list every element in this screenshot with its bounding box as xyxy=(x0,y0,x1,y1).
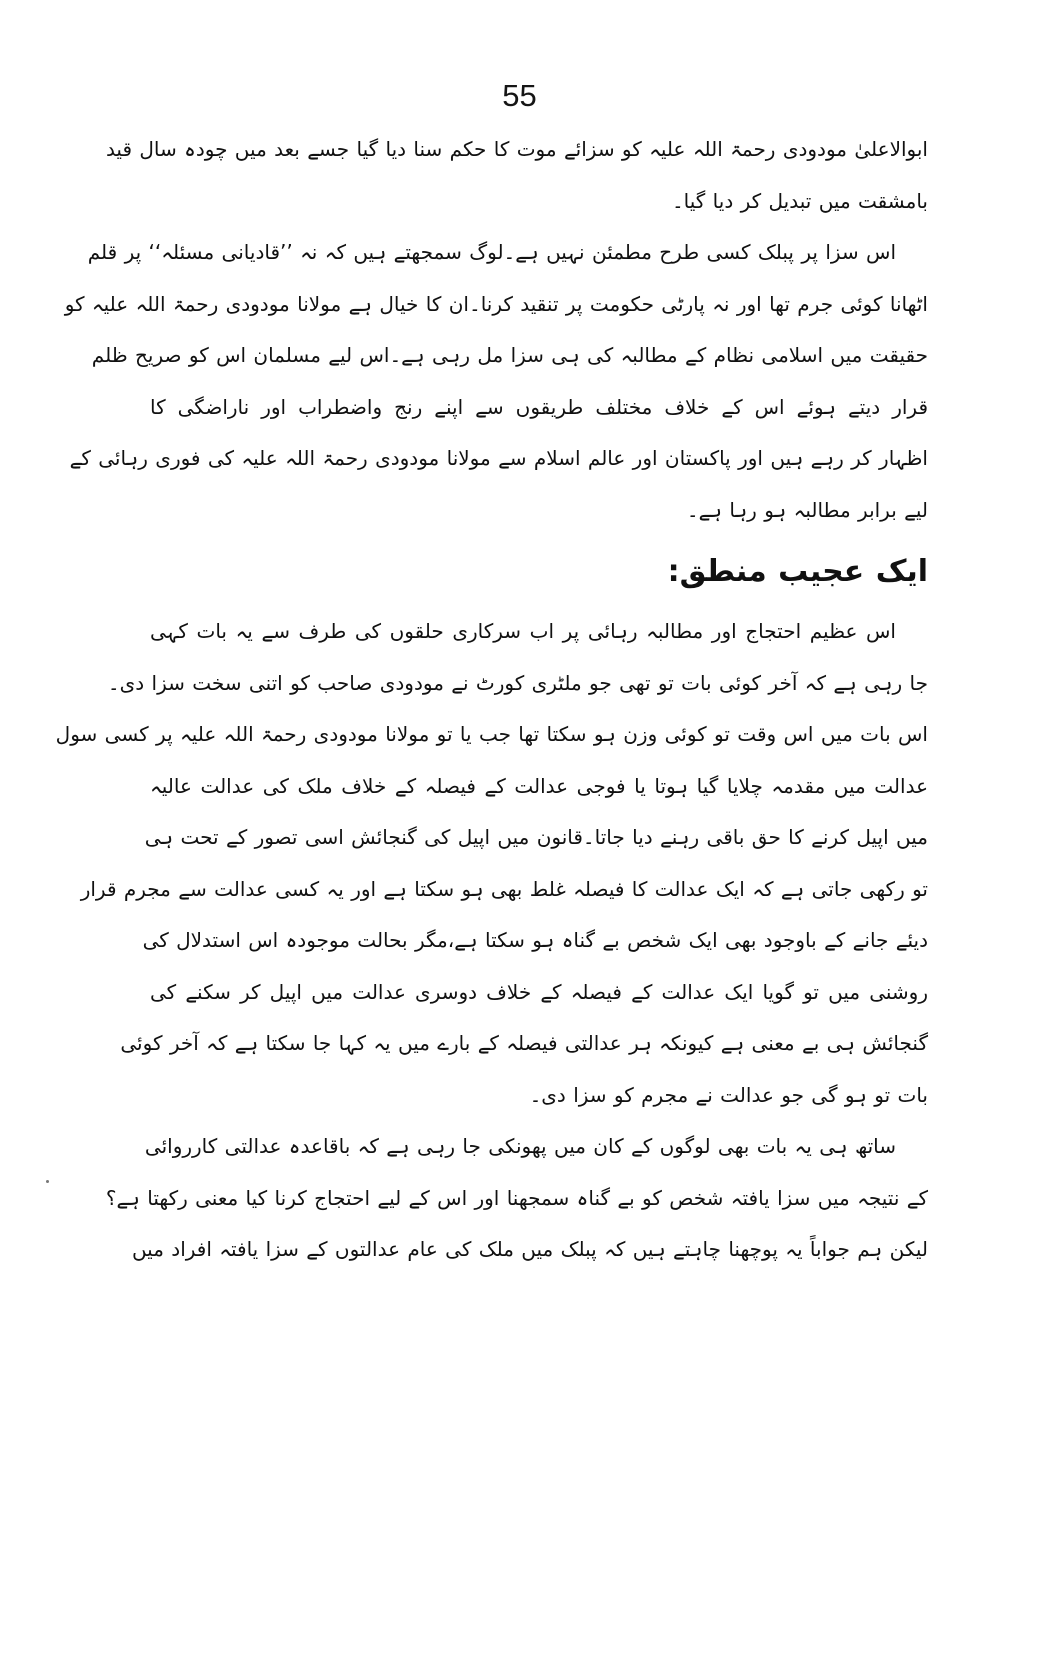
public-opinion-line-3: حقیقت میں اسلامی نظام کے مطالبہ کی ہی سزا مل رہی ہے۔اس لیے مسلمان اس کو صریح ظلم xyxy=(91,343,928,367)
argument-line-2: جا رہی ہے کہ آخر کوئی بات تو تھی جو ملٹری کورٹ نے مودودی صاحب کو اتنی سخت سزا دی۔ xyxy=(107,670,928,695)
argument-line-7: دیئے جانے کے باوجود بھی ایک شخص بے گناہ ہو سکتا ہے،مگر بحالت موجودہ اس استدلال کی xyxy=(142,928,928,952)
public-opinion-line-4: قرار دیتے ہوئے اس کے خلاف مختلف طریقوں سے اپنے رنج واضطراب اور ناراضگی کا xyxy=(150,394,928,419)
argument-line-9: گنجائش ہی بے معنی ہے کیونکہ ہر عدالتی فیصلہ کے بارے میں یہ کہا جا سکتا ہے کہ آخر کوئی xyxy=(120,1031,928,1055)
argument-line-10: بات تو ہو گی جو عدالت نے مجرم کو سزا دی۔ xyxy=(529,1082,928,1107)
closing-line-3: لیکن ہم جواباً یہ پوچھنا چاہتے ہیں کہ پبلک میں ملک کی عام عدالتوں کے سزا یافتہ افراد میں xyxy=(131,1237,928,1261)
public-opinion-line-1: اس سزا پر پبلک کسی طرح مطمئن نہیں ہے۔لوگ سمجھتے ہیں کہ نہ ’’قادیانی مسئلہ‘‘ پر قلم xyxy=(87,240,896,264)
intro-line-1: ابوالاعلیٰ مودودی رحمۃ اللہ علیہ کو سزائے موت کا حکم سنا دیا گیا جسے بعد میں چودہ سال قید xyxy=(105,137,928,161)
public-opinion-line-2: اٹھانا کوئی جرم تھا اور نہ پارٹی حکومت پر تنقید کرنا۔ان کا خیال ہے مولانا مودودی رحمۃ اللہ علیہ کو xyxy=(64,291,928,316)
closing-line-1: ساتھ ہی یہ بات بھی لوگوں کے کان میں پھونکی جا رہی ہے کہ باقاعدہ عدالتی کارروائی xyxy=(144,1134,896,1158)
public-opinion-line-5: اظہار کر رہے ہیں اور پاکستان اور عالم اسلام سے مولانا مودودی رحمۃ اللہ علیہ کی فوری رہائی کے xyxy=(69,446,928,470)
argument-line-1: اس عظیم احتجاج اور مطالبہ رہائی پر اب سرکاری حلقوں کی طرف سے یہ بات کہی xyxy=(150,619,896,643)
urdu-text-body xyxy=(55,124,928,1276)
intro-line-2: بامشقت میں تبدیل کر دیا گیا۔ xyxy=(671,188,928,213)
scan-speck xyxy=(46,1180,49,1183)
argument-line-8: روشنی میں تو گویا ایک عدالت کے فیصلہ کے خلاف دوسری عدالت میں اپیل کر سکنے کی xyxy=(150,979,928,1004)
page-number: 55 xyxy=(502,78,537,113)
argument-line-6: تو رکھی جاتی ہے کہ ایک عدالت کا فیصلہ غلط بھی ہو سکتا ہے اور یہ کسی عدالت سے مجرم قرار xyxy=(80,876,928,901)
public-opinion-line-6: لیے برابر مطالبہ ہو رہا ہے۔ xyxy=(686,497,928,522)
argument-line-5: میں اپیل کرنے کا حق باقی رہنے دیا جاتا۔قانون میں اپیل کی گنجائش اسی تصور کے تحت ہی xyxy=(144,825,928,849)
argument-line-4: عدالت میں مقدمہ چلایا گیا ہوتا یا فوجی عدالت کے فیصلہ کے خلاف ملک کی عدالت عالیہ xyxy=(150,773,928,798)
section-heading: ایک عجیب منطق: xyxy=(667,554,928,589)
closing-line-2: کے نتیجہ میں سزا یافتہ شخص کو بے گناہ سمجھنا اور اس کے لیے احتجاج کرنا کیا معنی رکھتا ہے؟ xyxy=(105,1185,928,1210)
argument-line-3: اس بات میں اس وقت تو کوئی وزن ہو سکتا تھا جب یا تو مولانا مودودی رحمۃ اللہ علیہ پر کسی سول xyxy=(55,722,928,746)
